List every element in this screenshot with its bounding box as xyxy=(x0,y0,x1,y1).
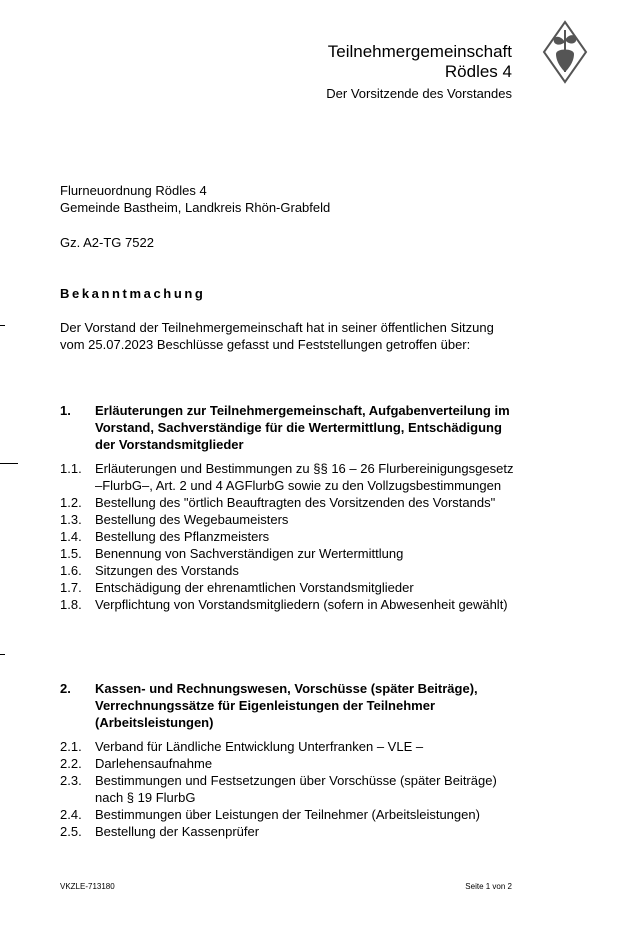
address-line2: Gemeinde Bastheim, Landkreis Rhön-Grabfeld xyxy=(60,200,331,215)
org-name xyxy=(328,42,512,82)
punch-mark xyxy=(0,463,18,464)
list-item xyxy=(60,494,520,511)
section-number: 1. xyxy=(60,403,71,418)
page-heading: Bekanntmachung xyxy=(60,286,206,301)
item-text: Bestellung des Wegebaumeisters xyxy=(95,512,289,527)
section-number: 2. xyxy=(60,681,71,696)
item-text: Bestimmungen und Festsetzungen über Vorschüsse (später Beiträge) nach § 19 FlurbG xyxy=(95,773,497,805)
item-number: 2.4. xyxy=(60,807,82,822)
item-text: Benennung von Sachverständigen zur Wertermittlung xyxy=(95,546,404,561)
fold-mark xyxy=(0,325,5,326)
org-subtitle: Der Vorsitzende des Vorstandes xyxy=(326,86,512,101)
list-item xyxy=(60,738,520,755)
list-item xyxy=(60,562,520,579)
emblem-logo-icon xyxy=(542,20,588,84)
item-number: 1.5. xyxy=(60,546,82,561)
item-text: Entschädigung der ehrenamtlichen Vorstandsmitglieder xyxy=(95,580,414,595)
item-text: Darlehensaufnahme xyxy=(95,756,213,771)
org-name-line2: Rödles 4 xyxy=(444,62,512,81)
item-number: 2.3. xyxy=(60,773,82,788)
section-1-items xyxy=(60,460,520,613)
list-item xyxy=(60,511,520,528)
list-item xyxy=(60,596,520,613)
address-line1: Flurneuordnung Rödles 4 xyxy=(60,183,207,198)
item-text: Bestimmungen über Leistungen der Teilnehmer (Arbeitsleistungen) xyxy=(95,807,480,822)
page-number: Seite 1 von 2 xyxy=(465,882,512,891)
section-title: Kassen- und Rechnungswesen, Vorschüsse (später Beiträge), Verrechnungssätze für Eigenleistungen der Teilnehmer (Arbeitsleistungen) xyxy=(95,681,478,730)
section-1-heading xyxy=(60,402,520,453)
item-text: Bestellung der Kassenprüfer xyxy=(95,824,260,839)
item-number: 1.7. xyxy=(60,580,82,595)
list-item xyxy=(60,545,520,562)
item-text: Bestellung des "örtlich Beauftragten des Vorsitzenden des Vorstands" xyxy=(95,495,496,510)
org-name-line1: Teilnehmergemeinschaft xyxy=(327,42,512,61)
item-number: 2.2. xyxy=(60,756,82,771)
item-number: 1.6. xyxy=(60,563,82,578)
item-number: 1.3. xyxy=(60,512,82,527)
list-item xyxy=(60,755,520,772)
list-item xyxy=(60,528,520,545)
item-text: Erläuterungen und Bestimmungen zu §§ 16 – 26 Flurbereinigungsgesetz –FlurbG–, Art. 2 und 4 AGFlurbG sowie zu den Vollzugsbestimmungen xyxy=(95,461,514,493)
item-number: 1.4. xyxy=(60,529,82,544)
item-number: 2.5. xyxy=(60,824,82,839)
section-title: Erläuterungen zur Teilnehmergemeinschaft, Aufgabenverteilung im Vorstand, Sachverständige für die Wertermittlung, Entschädigung der Vorstandsmitglieder xyxy=(95,403,510,452)
section-2-heading xyxy=(60,680,520,731)
list-item xyxy=(60,772,520,806)
item-number: 2.1. xyxy=(60,739,82,754)
section-2-items xyxy=(60,738,520,840)
item-text: Verpflichtung von Vorstandsmitgliedern (sofern in Abwesenheit gewählt) xyxy=(95,597,508,612)
item-text: Bestellung des Pflanzmeisters xyxy=(95,529,270,544)
address-block xyxy=(60,182,330,216)
list-item xyxy=(60,806,520,823)
intro-paragraph: Der Vorstand der Teilnehmergemeinschaft hat in seiner öffentlichen Sitzung vom 25.07.2023 Beschlüsse gefasst und Feststellungen getroffen über: xyxy=(60,320,494,352)
item-text: Sitzungen des Vorstands xyxy=(95,563,239,578)
item-number: 1.8. xyxy=(60,597,82,612)
document-code: VKZLE-713180 xyxy=(60,882,115,891)
list-item xyxy=(60,823,520,840)
reference-number: Gz. A2-TG 7522 xyxy=(60,235,154,250)
item-text: Verband für Ländliche Entwicklung Unterfranken – VLE – xyxy=(95,739,424,754)
item-number: 1.1. xyxy=(60,461,82,476)
list-item xyxy=(60,579,520,596)
list-item xyxy=(60,460,520,494)
fold-mark xyxy=(0,654,5,655)
item-number: 1.2. xyxy=(60,495,82,510)
